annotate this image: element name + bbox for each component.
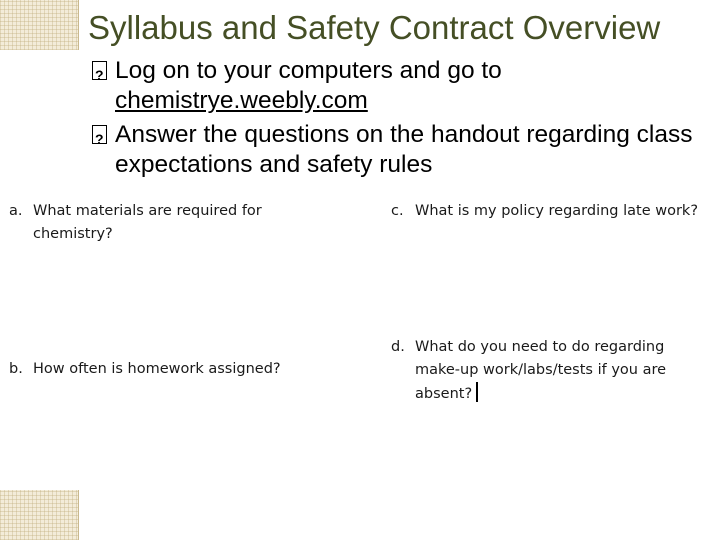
- question-text: What materials are required for chemistry?: [33, 203, 262, 242]
- question-b: [9, 358, 309, 381]
- question-a: [9, 200, 284, 246]
- missing-glyph-bullet-icon: [92, 61, 107, 80]
- decorative-rule-top: [78, 0, 79, 50]
- website-link[interactable]: chemistrye.weebly.com: [115, 87, 368, 114]
- slide-title: Syllabus and Safety Contract Overview: [88, 9, 661, 46]
- bullet-item-answer: [90, 120, 715, 180]
- decorative-rule-bottom: [78, 490, 79, 540]
- missing-glyph-bullet-icon: [92, 125, 107, 144]
- bullet-item-login: [90, 56, 715, 116]
- question-letter: c.: [391, 203, 404, 219]
- decorative-pattern-bottom: [0, 490, 78, 540]
- question-d: [391, 336, 681, 406]
- bullet-text: Answer the questions on the handout regarding class expectations and safety rules: [115, 121, 693, 178]
- question-text-content: What do you need to do regarding make-up work/labs/tests if you are absent?: [415, 339, 667, 402]
- question-letter: d.: [391, 339, 405, 355]
- bullet-text: Log on to your computers and go to: [115, 57, 502, 84]
- bullet-list: [90, 56, 715, 184]
- question-letter: a.: [9, 203, 23, 219]
- question-c: [391, 200, 711, 223]
- text-cursor: [476, 382, 478, 402]
- handout-questions: [0, 196, 720, 426]
- question-text: What is my policy regarding late work?: [415, 203, 699, 219]
- question-text: [391, 336, 681, 406]
- decorative-pattern-top: [0, 0, 78, 50]
- question-text: How often is homework assigned?: [33, 361, 281, 377]
- question-letter: b.: [9, 361, 23, 377]
